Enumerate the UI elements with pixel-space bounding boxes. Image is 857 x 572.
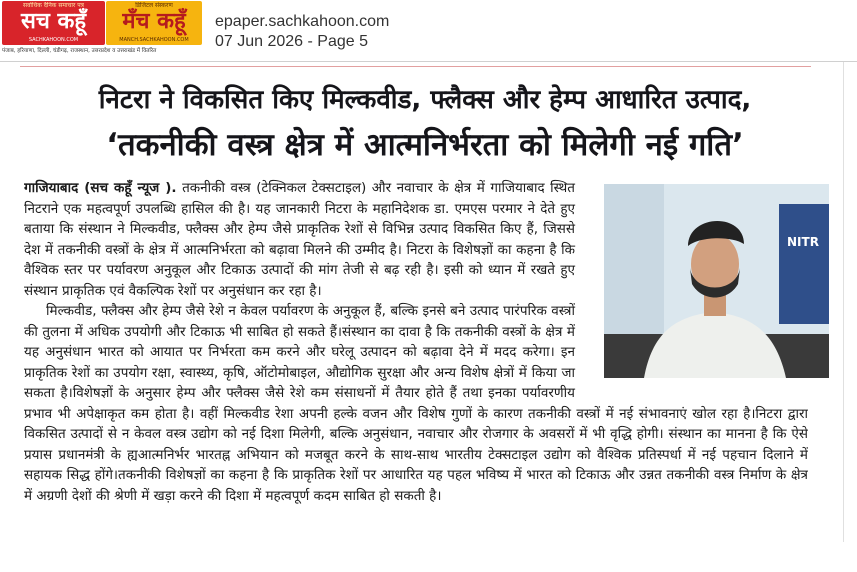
manch-kahoon-wordmark: मँच कहूँ [122,9,186,34]
article-paragraph-2: मिल्कवीड, फ्लैक्स और हेम्प जैसे रेशे न केवल पर्यावरण के अनुकूल हैं, बल्कि इनसे बने उत्पाद पारंपरिक वस्त्रों की तुलना में अधिक उपयोगी और टिकाऊ भी साबित हो सकते हैं।संस्थान का दावा है कि तकनीकी वस्त्रों के क्षेत्र में यह अनुसंधान भारत को आयात पर निर्भरता कम करने और घरेलू उत्पादन को बढ़ावा देने में मदद करेगा। इन प्राकृतिक रेशों का उपयोग रक्षा, स्वास्थ्य, कृषि, ऑटोमोबाइल, औद्योगिक सुरक्षा और अन्य विशेष क्षेत्रों में किया जा सकता है।विशेषज्ञों के अनुसार हेम्प और फ्लैक्स जैसे रेशे कम संसाधनों में तैयार होते हैं तथा इनका पर्यावरणीय प्रभाव भी अपेक्षाकृत कम होता है। वहीं मिल्कवीड रेशा अपनी हल्के वजन और विशेष गुणों के कारण तकनीकी वस्त्रों में नई संभावनाएं खोल रहा है।निटरा द्वारा विकसित उत्पादों से न केवल वस्त्र उद्योग को नई दिशा मिलेगी, बल्कि अनुसंधान, नवाचार और रोजगार के अवसरों में भी वृद्धि होगी। संस्थान का मानना है कि ऐसे प्रयास प्रधानमंत्री के ह्यआत्मनिर्भर भारतह्न अभियान को मजबूत करने के साथ-साथ भारतीय टेक्सटाइल उद्योग को वैश्विक प्रतिस्पर्धा में नई पहचान दिलाने में सहायक सिद्ध होंगे।तकनीकी विशेषज्ञों का कहना है कि प्राकृतिक रेशों पर आधारित यह पहल भविष्य में भारत को टिकाऊ और उन्नत तकनीकी वस्त्र निर्माण के क्षेत्र में अग्रणी देशों की श्रेणी में खड़ा करने की दिशा में महत्वपूर्ण कदम साबित हो सकती है। [24,303,808,504]
sach-kahoon-tagline: सर्वाधिक दैनिक समाचार पत्र [23,2,84,9]
masthead-divider [0,61,857,62]
site-url[interactable]: epaper.sachkahoon.com [215,13,390,30]
sach-kahoon-wordmark: सच कहूँ [20,9,87,34]
masthead [0,0,857,58]
article-dateline: गाजियाबाद (सच कहूँ न्यूज ). [24,180,177,196]
newspaper-logo[interactable] [2,1,202,56]
banner-text: NITR [787,235,819,249]
article-top-rule [20,66,811,67]
distribution-line: पंजाब, हरियाणा, दिल्ली, चंडीगढ़, राजस्थान, उत्तरप्रदेश व उत्तराखंड में वितरित [2,48,157,54]
headline-line-1: निटरा ने विकसित किए मिल्कवीड, फ्लैक्स और हेम्प आधारित उत्पाद, [98,85,752,115]
manch-kahoon-url: MANCH.SACHKAHOON.COM [119,37,189,43]
article-paragraph-1-text: तकनीकी वस्त्र (टेक्निकल टेक्सटाइल) और नवाचार के क्षेत्र में गाजियाबाद स्थित निटराने एक महत्वपूर्ण उपलब्धि हासिल की है। यह जानकारी निटरा के महानिदेशक डा. एमएस परमार ने देते हुए बताया कि संस्थान ने मिल्कवीड, फ्लैक्स और हेम्प जैसे प्राकृतिक रेशों से विभिन्न उत्पाद विकसित किए हैं, जिससे देश में तकनीकी वस्त्रों के क्षेत्र में आत्मनिर्भरता को बढ़ावा मिलने की उम्मीद है। निटरा के विशेषज्ञों का कहना है कि वैश्विक स्तर पर पर्यावरण अनुकूल और टिकाऊ उत्पादों की मांग तेजी से बढ़ रही है। इसी को ध्यान में रखते हुए संस्थान प्राकृतिक एवं वैकल्पिक रेशों पर अनुसंधान कर रहा है। [24,180,575,299]
sach-kahoon-logo[interactable] [2,1,105,45]
manch-kahoon-tagline: डिजिटल संस्करण [135,2,173,9]
sach-kahoon-url: SACHKAHOON.COM [28,37,79,43]
article-body [24,178,808,548]
manch-kahoon-logo[interactable] [106,1,202,45]
edition-info [215,12,389,52]
edition-date-page: 07 Jun 2026 - Page 5 [215,33,369,50]
photo-space [575,178,808,388]
headline-line-2: ‘तकनीकी वस्त्र क्षेत्र में आत्मनिर्भरता को मिलेगी नई गति’ [106,127,744,163]
article-headline [20,80,830,176]
page-edge-line [843,62,844,542]
